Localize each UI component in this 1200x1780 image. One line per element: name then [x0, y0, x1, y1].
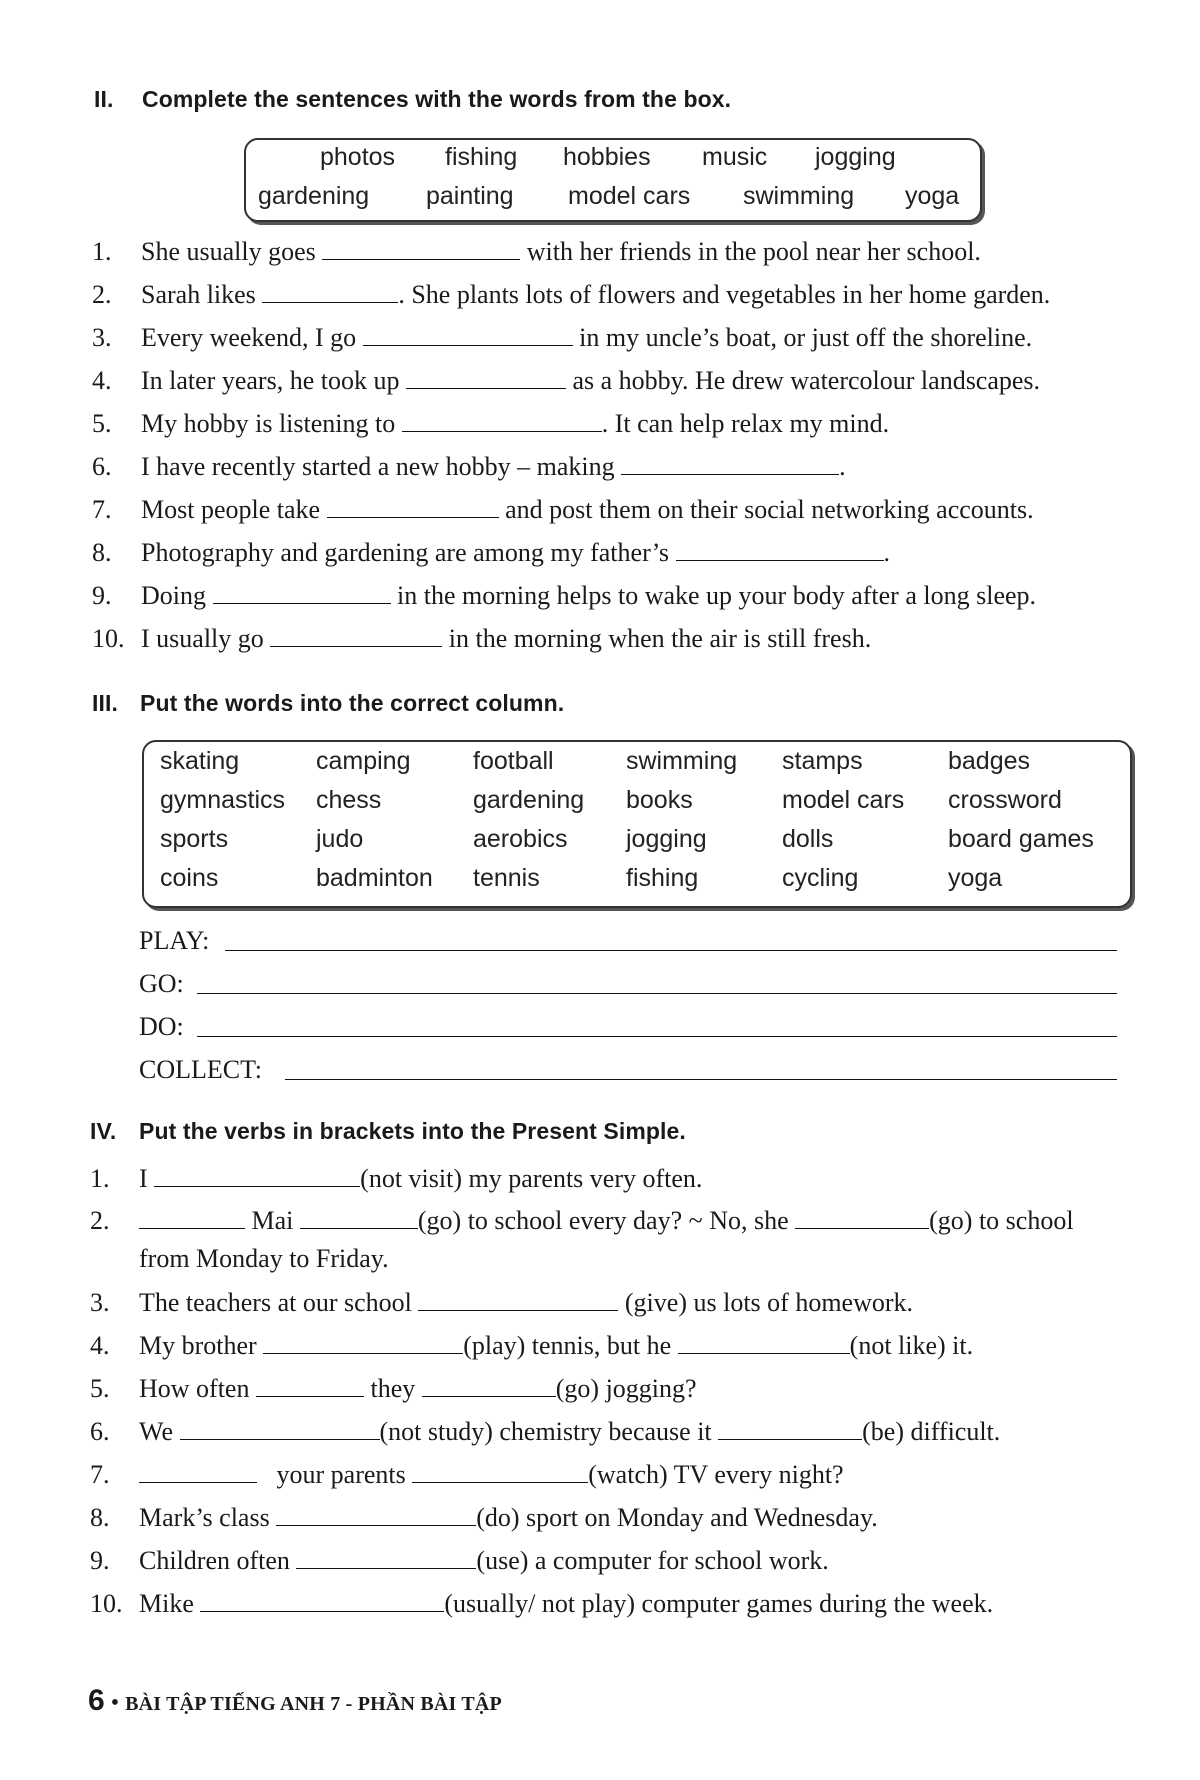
item-text: .: [883, 538, 891, 567]
column-label: DO:: [139, 1012, 184, 1041]
box-word: books: [626, 786, 693, 814]
item-text: Children often: [139, 1546, 290, 1575]
item-text: (use) a computer for school work.: [476, 1546, 829, 1575]
item-text: (not study) chemistry because it: [379, 1417, 712, 1446]
answer-line[interactable]: [225, 950, 1117, 951]
item-number: 8.: [90, 1503, 110, 1532]
item-text: and post them on their social networking accounts.: [505, 495, 1034, 524]
item-text: In later years, he took up: [141, 366, 400, 395]
item-text: Photography and gardening are among my father’s: [141, 538, 670, 567]
box-word: gardening: [473, 786, 585, 814]
answer-blank[interactable]: [139, 1460, 257, 1483]
item-text: with her friends in the pool near her school.: [526, 237, 981, 266]
item-text: in the morning when the air is still fresh.: [448, 624, 872, 653]
item-text: (watch) TV every night?: [588, 1460, 844, 1489]
box-word: gardening: [258, 182, 370, 210]
page-footer: [88, 1684, 502, 1718]
item-number: 7.: [92, 495, 112, 524]
box-word: painting: [426, 182, 514, 210]
answer-blank[interactable]: [154, 1164, 360, 1187]
box-word: chess: [316, 786, 382, 814]
item-text: in the morning helps to wake up your body after a long sleep.: [397, 581, 1037, 610]
box-word: coins: [160, 864, 219, 892]
item-number: 7.: [90, 1460, 110, 1489]
item-text: in my uncle’s boat, or just off the shoreline.: [579, 323, 1033, 352]
item-text: . She plants lots of flowers and vegetables in her home garden.: [398, 280, 1051, 309]
answer-blank[interactable]: [406, 366, 566, 389]
box-word: cycling: [782, 864, 859, 892]
item-number: 4.: [90, 1331, 110, 1360]
box-word: fishing: [445, 143, 518, 171]
answer-blank[interactable]: [213, 581, 391, 604]
box-word: music: [702, 143, 768, 171]
item-text: Every weekend, I go: [141, 323, 357, 352]
answer-blank[interactable]: [180, 1417, 380, 1440]
box-word: fishing: [626, 864, 699, 892]
box-word: photos: [320, 143, 396, 171]
bullet-separator: •: [110, 1690, 120, 1716]
answer-blank[interactable]: [422, 1374, 556, 1397]
item-text: Most people take: [141, 495, 321, 524]
item-number: 1.: [92, 237, 112, 266]
answer-line[interactable]: [285, 1079, 1117, 1080]
box-word: badminton: [316, 864, 433, 892]
box-word: sports: [160, 825, 229, 853]
section-number: II.: [94, 86, 114, 112]
answer-blank[interactable]: [795, 1206, 929, 1229]
box-word: swimming: [743, 182, 855, 210]
item-number: 9.: [92, 581, 112, 610]
item-text: (not like) it.: [849, 1331, 974, 1360]
item-text: (not visit) my parents very often.: [360, 1164, 703, 1193]
item-number: 10.: [90, 1589, 123, 1618]
item-number: 2.: [90, 1206, 110, 1235]
box-word: skating: [160, 747, 240, 775]
section-instruction: Complete the sentences with the words from the box.: [142, 86, 732, 112]
box-word: jogging: [815, 143, 896, 171]
box-word: badges: [948, 747, 1031, 775]
item-text: The teachers at our school: [139, 1288, 412, 1317]
item-number: 3.: [90, 1288, 110, 1317]
answer-blank[interactable]: [363, 323, 573, 346]
item-text: How often: [139, 1374, 250, 1403]
answer-blank[interactable]: [402, 409, 602, 432]
answer-blank[interactable]: [322, 237, 520, 260]
item-text: Doing: [141, 581, 206, 610]
section-number: IV.: [90, 1118, 117, 1144]
item-number: 6.: [90, 1417, 110, 1446]
box-word: camping: [316, 747, 411, 775]
answer-blank[interactable]: [270, 624, 442, 647]
item-text: (go) jogging?: [555, 1374, 697, 1403]
item-number: 1.: [90, 1164, 110, 1193]
item-text: (go) to school: [929, 1206, 1074, 1235]
answer-blank[interactable]: [276, 1503, 476, 1526]
answer-line[interactable]: [197, 1036, 1117, 1037]
answer-blank[interactable]: [327, 495, 499, 518]
box-word: yoga: [905, 182, 960, 210]
answer-blank[interactable]: [678, 1331, 850, 1354]
item-text: I: [139, 1164, 148, 1193]
answer-blank[interactable]: [418, 1288, 618, 1311]
item-text: I have recently started a new hobby – making: [141, 452, 615, 481]
item-text: (play) tennis, but he: [463, 1331, 672, 1360]
item-text: We: [139, 1417, 173, 1446]
answer-blank[interactable]: [263, 1331, 463, 1354]
box-word: judo: [316, 825, 364, 853]
item-number: 4.: [92, 366, 112, 395]
box-word: swimming: [626, 747, 738, 775]
item-text: (do) sport on Monday and Wednesday.: [476, 1503, 878, 1532]
section-instruction: Put the words into the correct column.: [140, 690, 565, 716]
box-word: football: [473, 747, 554, 775]
answer-blank[interactable]: [200, 1589, 444, 1612]
item-text: She usually goes: [141, 237, 316, 266]
box-word: aerobics: [473, 825, 568, 853]
box-word: model cars: [568, 182, 691, 210]
answer-blank[interactable]: [718, 1417, 862, 1440]
box-word: tennis: [473, 864, 540, 892]
column-label: GO:: [139, 969, 184, 998]
box-word: hobbies: [563, 143, 651, 171]
item-number: 5.: [90, 1374, 110, 1403]
box-word: gymnastics: [160, 786, 286, 814]
item-number: 10.: [92, 624, 125, 653]
item-text: My hobby is listening to: [141, 409, 396, 438]
box-word: jogging: [626, 825, 707, 853]
item-number: 6.: [92, 452, 112, 481]
item-text: from Monday to Friday.: [139, 1244, 389, 1273]
item-number: 8.: [92, 538, 112, 567]
item-number: 2.: [92, 280, 112, 309]
page-number: 6: [88, 1684, 105, 1717]
box-word: model cars: [782, 786, 905, 814]
item-text: I usually go: [141, 624, 264, 653]
answer-line[interactable]: [197, 993, 1117, 994]
item-number: 9.: [90, 1546, 110, 1575]
item-text: Mark’s class: [139, 1503, 270, 1532]
answer-blank[interactable]: [621, 452, 839, 475]
item-text: .: [839, 452, 846, 481]
item-text: (usually/ not play) computer games during the week.: [444, 1589, 994, 1618]
box-word: dolls: [782, 825, 834, 853]
exercise-item-continuation: [139, 1244, 389, 1274]
item-text: they: [370, 1374, 416, 1403]
item-text: My brother: [139, 1331, 257, 1360]
box-word: yoga: [948, 864, 1003, 892]
item-text: your parents: [276, 1460, 406, 1489]
answer-blank[interactable]: [676, 538, 884, 561]
column-label: PLAY:: [139, 926, 210, 955]
answer-blank[interactable]: [262, 280, 398, 303]
answer-blank[interactable]: [296, 1546, 476, 1569]
section-number: III.: [92, 690, 118, 716]
answer-blank[interactable]: [412, 1460, 588, 1483]
item-text: Mai: [251, 1206, 294, 1235]
answer-blank[interactable]: [256, 1374, 364, 1397]
item-text: as a hobby. He drew watercolour landscapes.: [572, 366, 1041, 395]
item-number: 5.: [92, 409, 112, 438]
item-text: . It can help relax my mind.: [601, 409, 890, 438]
column-label: COLLECT:: [139, 1055, 262, 1084]
item-text: (give) us lots of homework.: [624, 1288, 914, 1317]
section-instruction: Put the verbs in brackets into the Present Simple.: [139, 1118, 686, 1144]
item-number: 3.: [92, 323, 112, 352]
answer-blank[interactable]: [139, 1206, 245, 1229]
box-word: crossword: [948, 786, 1062, 814]
box-word: stamps: [782, 747, 863, 775]
answer-blank[interactable]: [300, 1206, 418, 1229]
item-text: Mike: [139, 1589, 194, 1618]
box-word: board games: [948, 825, 1094, 853]
item-text: Sarah likes: [141, 280, 256, 309]
book-title: BÀI TẬP TIẾNG ANH 7 - PHẦN BÀI TẬP: [125, 1693, 502, 1715]
item-text: (be) difficult.: [862, 1417, 1001, 1446]
item-text: (go) to school every day? ~ No, she: [417, 1206, 789, 1235]
